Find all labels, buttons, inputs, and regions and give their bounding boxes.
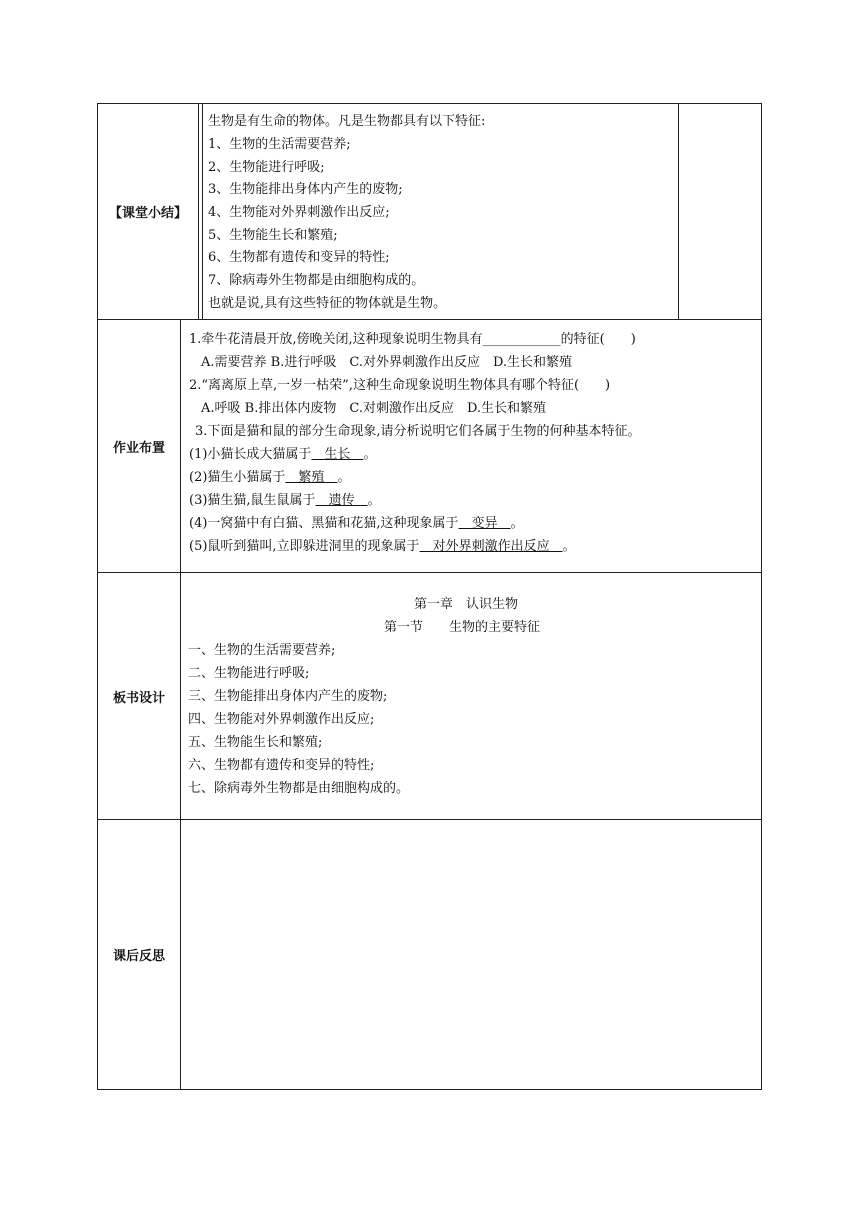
homework-q1: 1.牵牛花清晨开放,傍晚关闭,这种现象说明生物具有____________的特征( ) [189,332,636,347]
board-line: 二、生物能进行呼吸; [188,666,310,681]
item-end: 。 [367,493,381,508]
summary-content [208,104,673,319]
summary-divider-1 [198,104,199,319]
summary-line: 2、生物能进行呼吸; [208,160,325,175]
item-text: (5)鼠听到猫叫,立即躲进洞里的现象属于 [189,539,420,554]
board-line: 六、生物都有遗传和变异的特性; [188,758,375,773]
board-label: 板书设计 [98,573,181,819]
homework-item [189,493,381,509]
item-text: (1)小猫长成大猫属于 [189,447,312,462]
reflection-label: 课后反思 [98,820,181,1089]
item-end: 。 [337,470,351,485]
item-answer: 遗传 [315,493,368,508]
reflection-row [98,820,761,1089]
summary-divider-3 [678,104,679,319]
lesson-table [97,103,762,1090]
summary-line: 7、除病毒外生物都是由细胞构成的。 [208,273,425,288]
item-answer: 变异 [458,516,511,531]
summary-divider-2 [202,104,203,319]
homework-item [189,539,576,555]
homework-row [98,320,761,573]
board-chapter: 第一章 认识生物 [414,597,519,612]
item-end: 。 [510,516,524,531]
homework-content [189,320,759,572]
board-line: 四、生物能对外界刺激作出反应; [188,712,375,727]
homework-label: 作业布置 [98,320,181,572]
item-text: (2)猫生小猫属于 [189,470,286,485]
item-end: 。 [363,447,377,462]
homework-item [189,516,524,532]
board-row [98,573,761,820]
board-line: 七、除病毒外生物都是由细胞构成的。 [188,781,410,796]
summary-line: 6、生物都有遗传和变异的特性; [208,250,390,265]
board-section: 第一节 生物的主要特征 [384,620,541,635]
homework-q2: 2.“离离原上草,一岁一枯荣”,这种生命现象说明生物体具有哪个特征( ) [189,378,611,393]
board-line: 一、生物的生活需要营养; [188,643,336,658]
board-line: 三、生物能排出身体内产生的废物; [188,689,388,704]
reflection-content [182,820,761,1089]
summary-line: 3、生物能排出身体内产生的废物; [208,182,403,197]
item-text: (4)一窝猫中有白猫、黑猫和花猫,这种现象属于 [189,516,459,531]
item-answer: 繁殖 [285,470,338,485]
summary-line: 4、生物能对外界刺激作出反应; [208,205,390,220]
item-text: (3)猫生猫,鼠生鼠属于 [189,493,316,508]
item-end: 。 [562,539,576,554]
homework-item [189,470,350,486]
homework-item [189,447,376,463]
item-answer: 生长 [311,447,364,462]
homework-q2-options: A.呼吸 B.排出体内废物 C.对刺激作出反应 D.生长和繁殖 [201,401,547,416]
summary-row [98,104,761,320]
item-answer: 对外界刺激作出反应 [419,539,563,554]
summary-label: 【课堂小结】 [108,206,187,221]
homework-q1-options: A.需要营养 B.进行呼吸 C.对外界刺激作出反应 D.生长和繁殖 [201,355,573,370]
summary-line: 5、生物能生长和繁殖; [208,228,338,243]
summary-line: 生物是有生命的物体。凡是生物都具有以下特征: [208,114,486,129]
board-content [188,573,758,819]
board-line: 五、生物能生长和繁殖; [188,735,323,750]
homework-q3: 3.下面是猫和鼠的部分生命现象,请分析说明它们各属于生物的何种基本特征。 [195,424,641,439]
summary-line: 也就是说,具有这些特征的物体就是生物。 [208,296,447,311]
summary-line: 1、生物的生活需要营养; [208,137,351,152]
